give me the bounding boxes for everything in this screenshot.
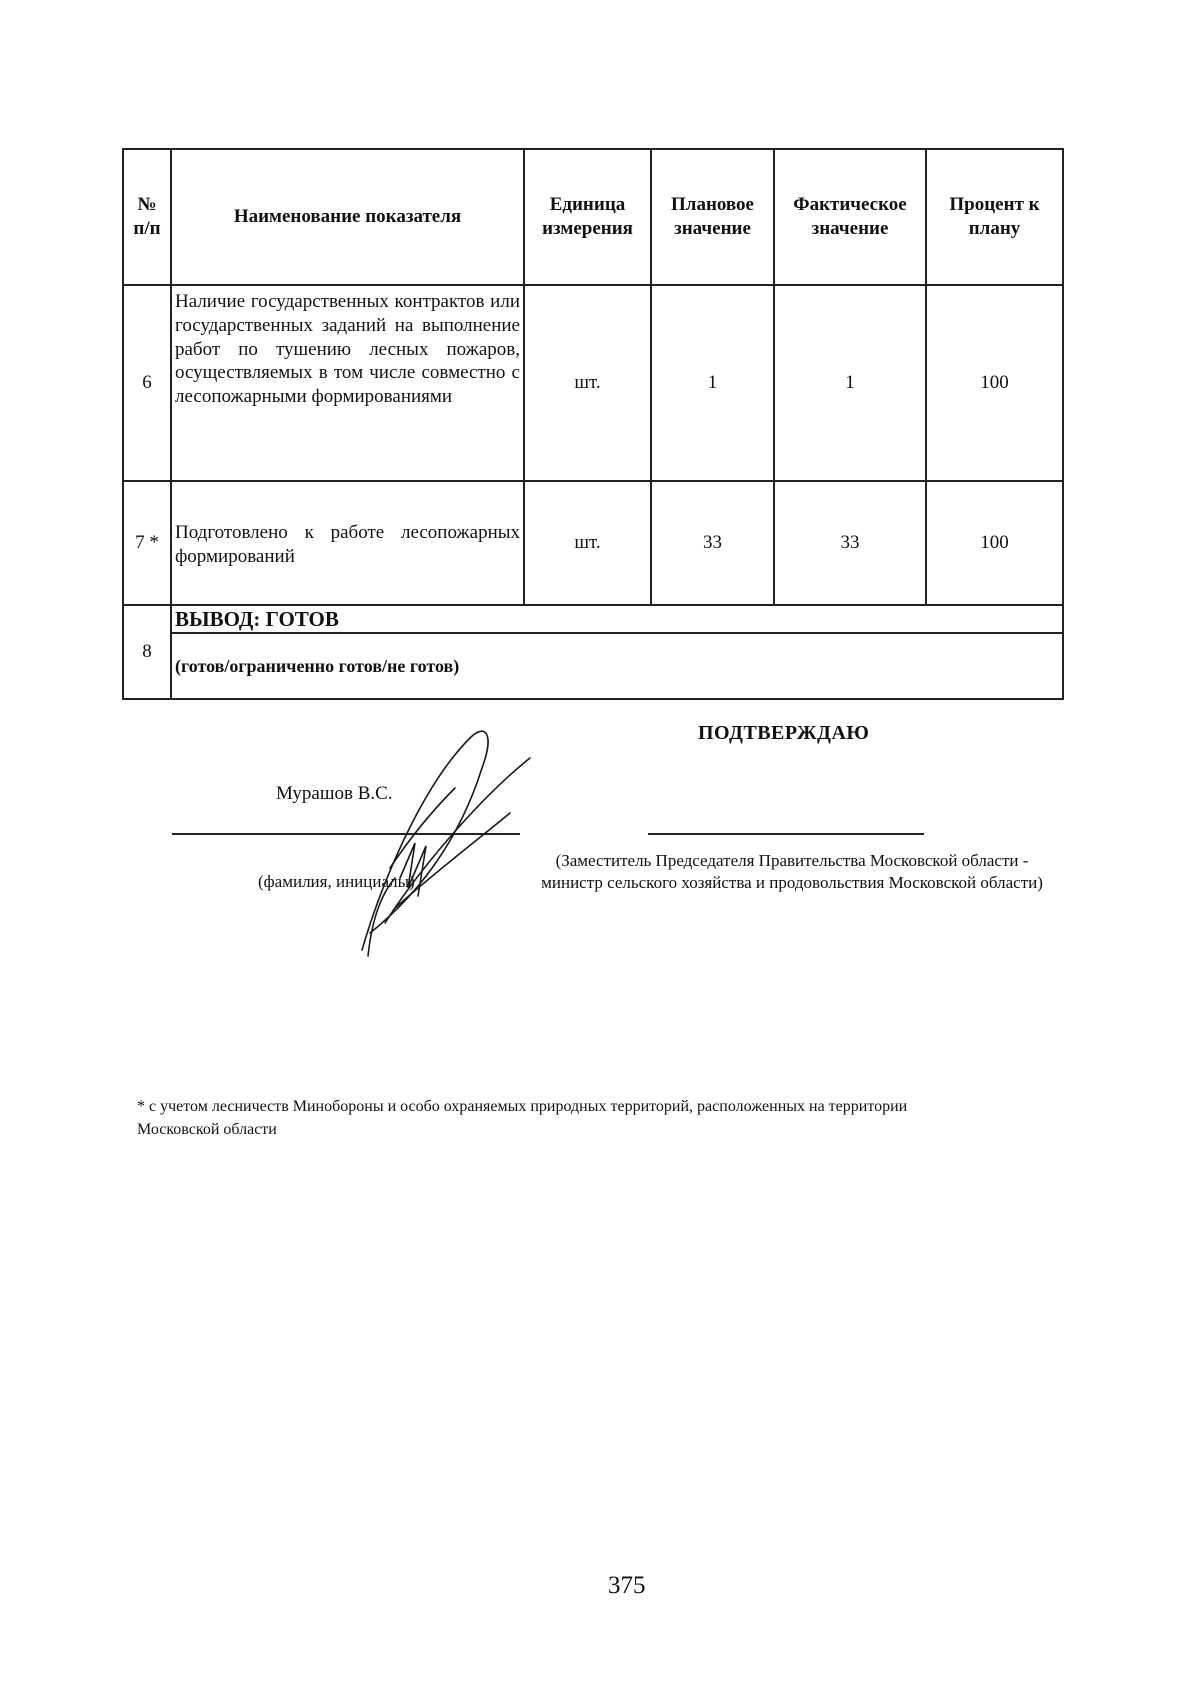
conclusion-row — [123, 605, 1063, 633]
page-number: 375 — [608, 1572, 646, 1599]
header-num: № п/п — [123, 149, 171, 285]
row-percent: 100 — [926, 481, 1063, 605]
header-percent: Процент к плану — [926, 149, 1063, 285]
row-num: 6 — [123, 285, 171, 481]
row-name: Подготовлено к работе лесопожарных формирований — [171, 481, 524, 605]
row-plan: 1 — [651, 285, 774, 481]
header-fact: Фактическое значение — [774, 149, 926, 285]
conclusion-title: ВЫВОД: ГОТОВ — [171, 605, 1063, 633]
table-row — [123, 481, 1063, 605]
row-percent: 100 — [926, 285, 1063, 481]
conclusion-options: (готов/ограниченно готов/не готов) — [171, 633, 1063, 699]
row-fact: 1 — [774, 285, 926, 481]
header-plan: Плановое значение — [651, 149, 774, 285]
indicators-table — [122, 148, 1064, 700]
approve-title: ПОДТВЕРЖДАЮ — [698, 722, 870, 744]
row-name: Наличие государственных контрактов или государственных заданий на выполнение работ по тушению лесных пожаров, осуществляемых в том числе совместно с лесопожарными формированиями — [171, 285, 524, 481]
signer-caption: (фамилия, инициалы) — [258, 872, 415, 891]
signature-line-right — [648, 833, 924, 835]
row-unit: шт. — [524, 285, 651, 481]
row-num: 7 * — [123, 481, 171, 605]
header-unit: Единица измерения — [524, 149, 651, 285]
row-fact: 33 — [774, 481, 926, 605]
conclusion-num: 8 — [123, 605, 171, 699]
conclusion-options-row — [123, 633, 1063, 699]
signer-surname: Мурашов В.С. — [276, 783, 393, 804]
table-row — [123, 285, 1063, 481]
handwritten-signature-icon — [360, 718, 540, 968]
approver-caption: (Заместитель Председателя Правительства Московской области - министр сельского хозяйства и продовольствия Московской области) — [541, 851, 1043, 893]
header-name: Наименование показателя — [171, 149, 524, 285]
footnote: * с учетом лесничеств Минобороны и особо охраняемых природных территорий, расположенных на территории Московской области — [137, 1098, 908, 1139]
row-plan: 33 — [651, 481, 774, 605]
row-unit: шт. — [524, 481, 651, 605]
table-header-row — [123, 149, 1063, 285]
